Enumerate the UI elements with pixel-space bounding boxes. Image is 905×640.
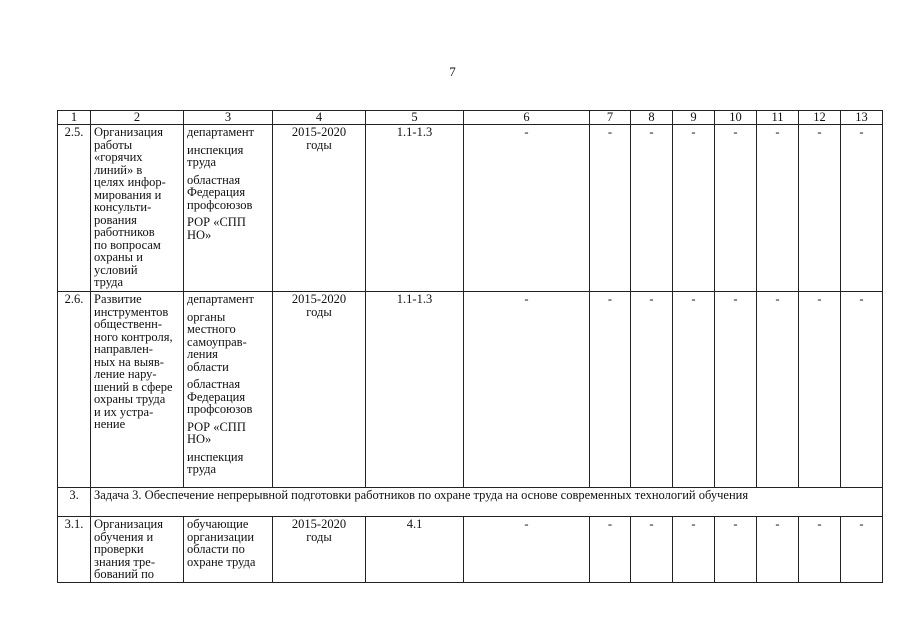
value-cell: -: [631, 292, 673, 488]
executor-item: [187, 144, 269, 169]
value-cell: -: [757, 517, 799, 583]
activity-text-line: охраны и: [94, 250, 143, 264]
executor-item: [187, 451, 269, 476]
column-header: 13: [841, 111, 883, 125]
activity-text-line: рования: [94, 212, 137, 227]
period-text-line: 2015-2020: [291, 292, 347, 306]
executor-text-line: департамент: [187, 125, 255, 139]
header-row: [58, 111, 883, 125]
column-header: 7: [590, 111, 631, 125]
value-cell: -: [799, 292, 841, 488]
value-cell: -: [590, 125, 631, 292]
executor-text-line: труда: [187, 155, 217, 169]
value-cell: -: [631, 125, 673, 292]
value-cell: -: [715, 292, 757, 488]
period-text-line: 2015-2020: [291, 517, 347, 531]
activity-text-line: знания тре-: [94, 554, 156, 569]
column-header: 11: [757, 111, 799, 125]
value-cell: -: [715, 125, 757, 292]
column-header: 3: [184, 111, 273, 125]
executor-text-line: РОР «СПП: [187, 419, 246, 434]
activity-text-line: ного контроля,: [94, 329, 173, 344]
task-row: [58, 488, 883, 517]
value-cell: -: [841, 125, 883, 292]
activity-text-line: работы: [94, 137, 133, 152]
value-cell: -: [631, 517, 673, 583]
activity-text-line: Развитие: [94, 292, 142, 306]
executor-text-line: местного: [187, 322, 236, 336]
page-number: 7: [449, 64, 456, 79]
executor-text-line: самоуправ-: [187, 334, 247, 349]
executor-text-line: областная: [187, 172, 241, 187]
executor-text-line: ления: [187, 347, 218, 361]
column-header: 9: [673, 111, 715, 125]
executor-text-line: департамент: [187, 292, 255, 306]
activity-text-line: обучения и: [94, 529, 154, 544]
value-cell: -: [841, 517, 883, 583]
column-header: 8: [631, 111, 673, 125]
executor-item: [187, 311, 269, 374]
executor-text-line: органы: [187, 309, 226, 324]
column-header: 4: [273, 111, 366, 125]
value-cell: -: [841, 292, 883, 488]
activity-text-line: Организация: [94, 517, 163, 531]
executor-text-line: труда: [187, 462, 217, 476]
period-cell: [273, 292, 366, 488]
executor-text-line: профсоюзов: [187, 197, 253, 212]
executor-item: [187, 293, 269, 306]
period-cell: [273, 125, 366, 292]
value-cell: -: [590, 517, 631, 583]
activity-text-line: нение: [94, 417, 126, 431]
value-cell: -: [590, 292, 631, 488]
activity-text-line: ных на выяв-: [94, 354, 164, 369]
activity-cell: [91, 517, 184, 583]
value-cell: -: [464, 517, 590, 583]
executor-text-line: организации: [187, 529, 255, 544]
indicators-cell: 4.1: [366, 517, 464, 583]
activity-text-line: труда: [94, 275, 124, 289]
activity-text-line: условий: [94, 262, 138, 277]
activity-cell: [91, 292, 184, 488]
activity-text-line: шений в сфере: [94, 379, 173, 394]
column-header: 6: [464, 111, 590, 125]
activity-text-line: по вопросам: [94, 237, 161, 252]
row-number-cell: 3.: [58, 488, 91, 517]
activity-text-line: линий» в: [94, 162, 143, 177]
executor-text-line: областная: [187, 377, 241, 391]
activity-text-line: мирования и: [94, 187, 162, 202]
activity-text-line: ление нару-: [94, 367, 157, 381]
activity-text-line: охраны труда: [94, 392, 166, 406]
value-cell: -: [715, 517, 757, 583]
value-cell: -: [799, 517, 841, 583]
value-cell: -: [673, 292, 715, 488]
executor-item: [187, 421, 269, 446]
period-text-line: годы: [306, 529, 332, 544]
value-cell: -: [673, 125, 715, 292]
value-cell: -: [757, 292, 799, 488]
activity-text-line: Организация: [94, 125, 163, 139]
period-text-line: годы: [306, 137, 332, 152]
activity-text-line: и их устра-: [94, 404, 154, 419]
indicators-cell: 1.1-1.3: [366, 125, 464, 292]
executor-text-line: инспекция: [187, 142, 244, 157]
row-number-cell: 2.5.: [58, 125, 91, 292]
executors-cell: [184, 292, 273, 488]
value-cell: -: [464, 125, 590, 292]
plan-table: [57, 110, 883, 583]
executor-item: [187, 174, 269, 212]
table-row: [58, 125, 883, 292]
executor-text-line: НО»: [187, 432, 212, 446]
task-title-cell: Задача 3. Обеспечение непрерывной подготовки работников по охране труда на основе современных технологий обучения: [91, 488, 883, 517]
row-number-cell: 3.1.: [58, 517, 91, 583]
column-header: 1: [58, 111, 91, 125]
activity-text-line: проверки: [94, 542, 144, 556]
executor-item: [187, 126, 269, 139]
executor-item: [187, 518, 269, 568]
executor-text-line: области: [187, 359, 229, 374]
indicators-cell: 1.1-1.3: [366, 292, 464, 488]
activity-text-line: консульти-: [94, 200, 152, 214]
executors-cell: [184, 125, 273, 292]
executor-text-line: области по: [187, 542, 245, 556]
executor-text-line: профсоюзов: [187, 402, 253, 416]
period-text-line: 2015-2020: [291, 125, 347, 139]
executor-text-line: Федерация: [187, 389, 246, 404]
column-header: 10: [715, 111, 757, 125]
value-cell: -: [673, 517, 715, 583]
table-row: [58, 517, 883, 583]
period-cell: [273, 517, 366, 583]
activity-text-line: направлен-: [94, 342, 153, 356]
executor-text-line: охране труда: [187, 554, 256, 569]
activity-text-line: «горячих: [94, 150, 143, 164]
activity-text-line: работников: [94, 225, 155, 239]
activity-cell: [91, 125, 184, 292]
value-cell: -: [464, 292, 590, 488]
value-cell: -: [799, 125, 841, 292]
value-cell: -: [757, 125, 799, 292]
column-header: 12: [799, 111, 841, 125]
executor-text-line: инспекция: [187, 449, 244, 464]
executor-text-line: РОР «СПП: [187, 215, 246, 229]
activity-text-line: общественн-: [94, 317, 163, 331]
executor-text-line: обучающие: [187, 517, 249, 531]
executor-item: [187, 378, 269, 416]
activity-text-line: целях инфор-: [94, 175, 166, 189]
activity-text-line: инструментов: [94, 304, 169, 319]
row-number-cell: 2.6.: [58, 292, 91, 488]
table-row: [58, 292, 883, 488]
column-header: 2: [91, 111, 184, 125]
executor-item: [187, 216, 269, 241]
executor-text-line: НО»: [187, 227, 212, 242]
period-text-line: годы: [306, 304, 332, 319]
executors-cell: [184, 517, 273, 583]
column-header: 5: [366, 111, 464, 125]
activity-text-line: бований по: [94, 567, 155, 581]
executor-text-line: Федерация: [187, 185, 246, 199]
